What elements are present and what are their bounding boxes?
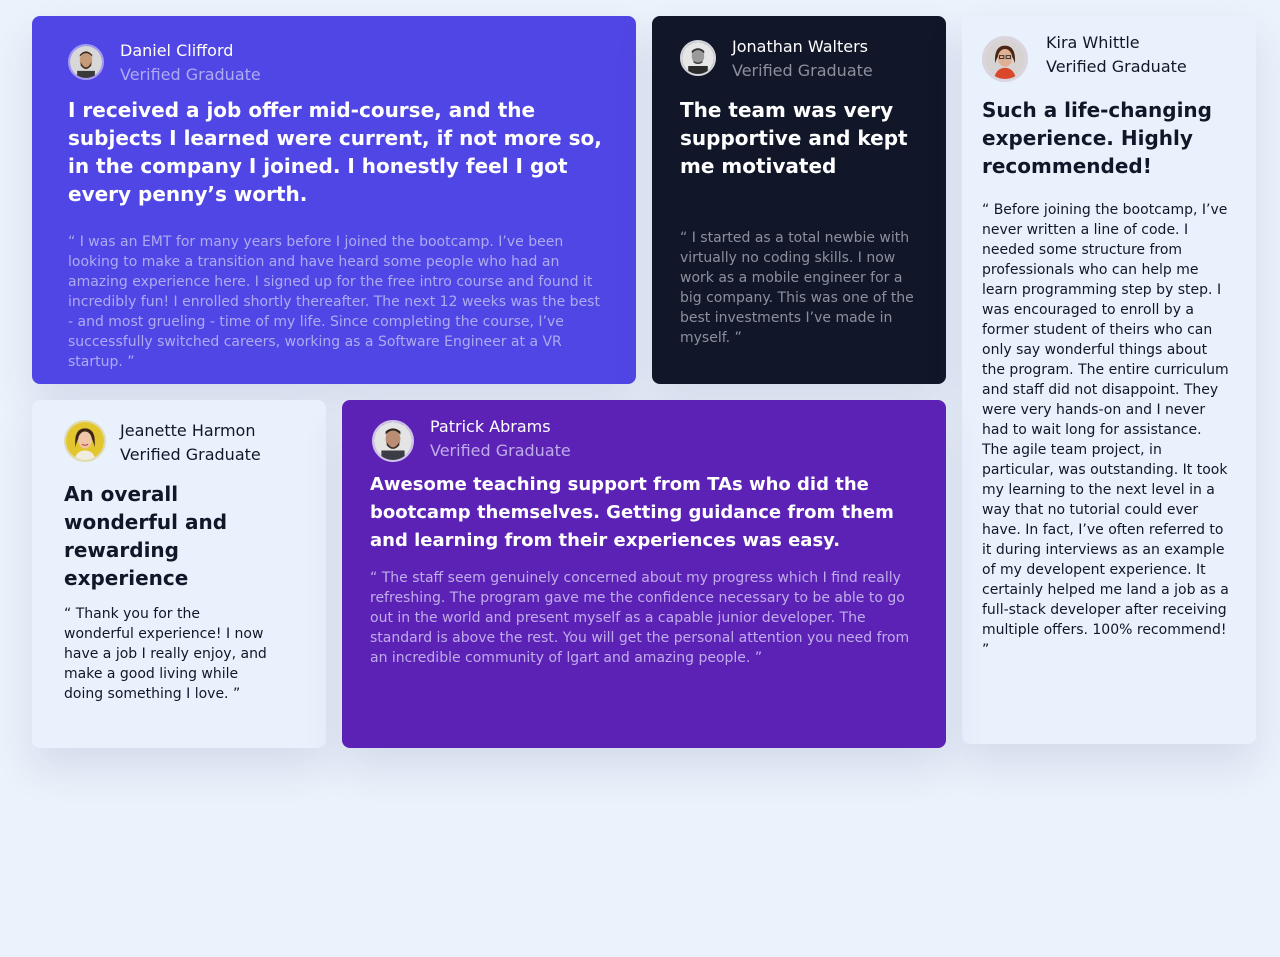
author-role: Verified Graduate <box>430 441 571 460</box>
testimonial-headline: An overall wonderful and rewarding experience <box>64 482 228 590</box>
avatar-jonathan <box>680 40 716 76</box>
author-name: Kira Whittle <box>1046 33 1140 52</box>
author-name: Daniel Clifford <box>120 41 234 60</box>
testimonial-headline: Such a life-changing experience. Highly recommended! <box>982 98 1212 178</box>
author-role: Verified Graduate <box>120 65 261 84</box>
testimonial-card-jonathan <box>652 16 946 384</box>
author-name: Jonathan Walters <box>732 37 868 56</box>
testimonial-card-jeanette <box>32 400 326 748</box>
testimonial-card-patrick <box>342 400 946 748</box>
author-role: Verified Graduate <box>120 445 261 464</box>
testimonial-quote: “ I started as a total newbie with virtually no coding skills. I now work as a mobile engineer for a big company. This was one of the best investments I’ve made in myself. ” <box>680 230 914 346</box>
author-name: Patrick Abrams <box>430 417 551 436</box>
avatar-patrick <box>372 420 414 462</box>
avatar-jeanette <box>64 420 106 462</box>
testimonial-headline: The team was very supportive and kept me motivated <box>680 98 908 178</box>
author-role: Verified Graduate <box>732 61 873 80</box>
testimonial-quote: “ Before joining the bootcamp, I’ve never written a line of code. I needed some structure from professionals who can help me learn programming step by step. I was encouraged to enroll by a former student of theirs who can only say wonderful things about the program. The entire curriculum and staff did not disappoint. They were very hands-on and I never had to wait long for assistance. The agile team project, in particular, was outstanding. It took my learning to the next level in a way that no tutorial could ever have. In fact, I’ve often referred to it during interviews as an example of my developent experience. It certainly helped me land a job as a full-stack developer after receiving multiple offers. 100% recommend! ” <box>982 202 1229 658</box>
testimonial-quote: “ I was an EMT for many years before I joined the bootcamp. I’ve been looking to make a transition and have heard some people who had an amazing experience here. I signed up for the free intro course and found it incredibly fun! I enrolled shortly thereafter. The next 12 weeks was the best - and most grueling - time of my life. Since completing the course, I’ve successfully switched careers, working as a Software Engineer at a VR startup. ” <box>68 234 600 370</box>
author-name: Jeanette Harmon <box>120 421 256 440</box>
testimonial-headline: I received a job offer mid-course, and the subjects I learned were current, if not more so, in the company I joined. I honestly feel I got every penny’s worth. <box>68 98 602 206</box>
testimonial-quote: “ Thank you for the wonderful experience! I now have a job I really enjoy, and make a good living while doing something I love. ” <box>64 606 267 702</box>
author-role: Verified Graduate <box>1046 57 1187 76</box>
testimonial-card-kira <box>962 16 1256 744</box>
testimonial-quote: “ The staff seem genuinely concerned about my progress which I find really refreshing. The program gave me the confidence necessary to be able to go out in the world and present myself as a capable junior developer. The standard is above the rest. You will get the personal attention you need from an incredible community of lgart and amazing people. ” <box>370 570 910 666</box>
testimonial-card-daniel <box>32 16 636 384</box>
avatar-kira <box>982 36 1028 82</box>
testimonial-headline: Awesome teaching support from TAs who did the bootcamp themselves. Getting guidance from them and learning from their experiences was easy. <box>370 474 894 551</box>
avatar-daniel <box>68 44 104 80</box>
